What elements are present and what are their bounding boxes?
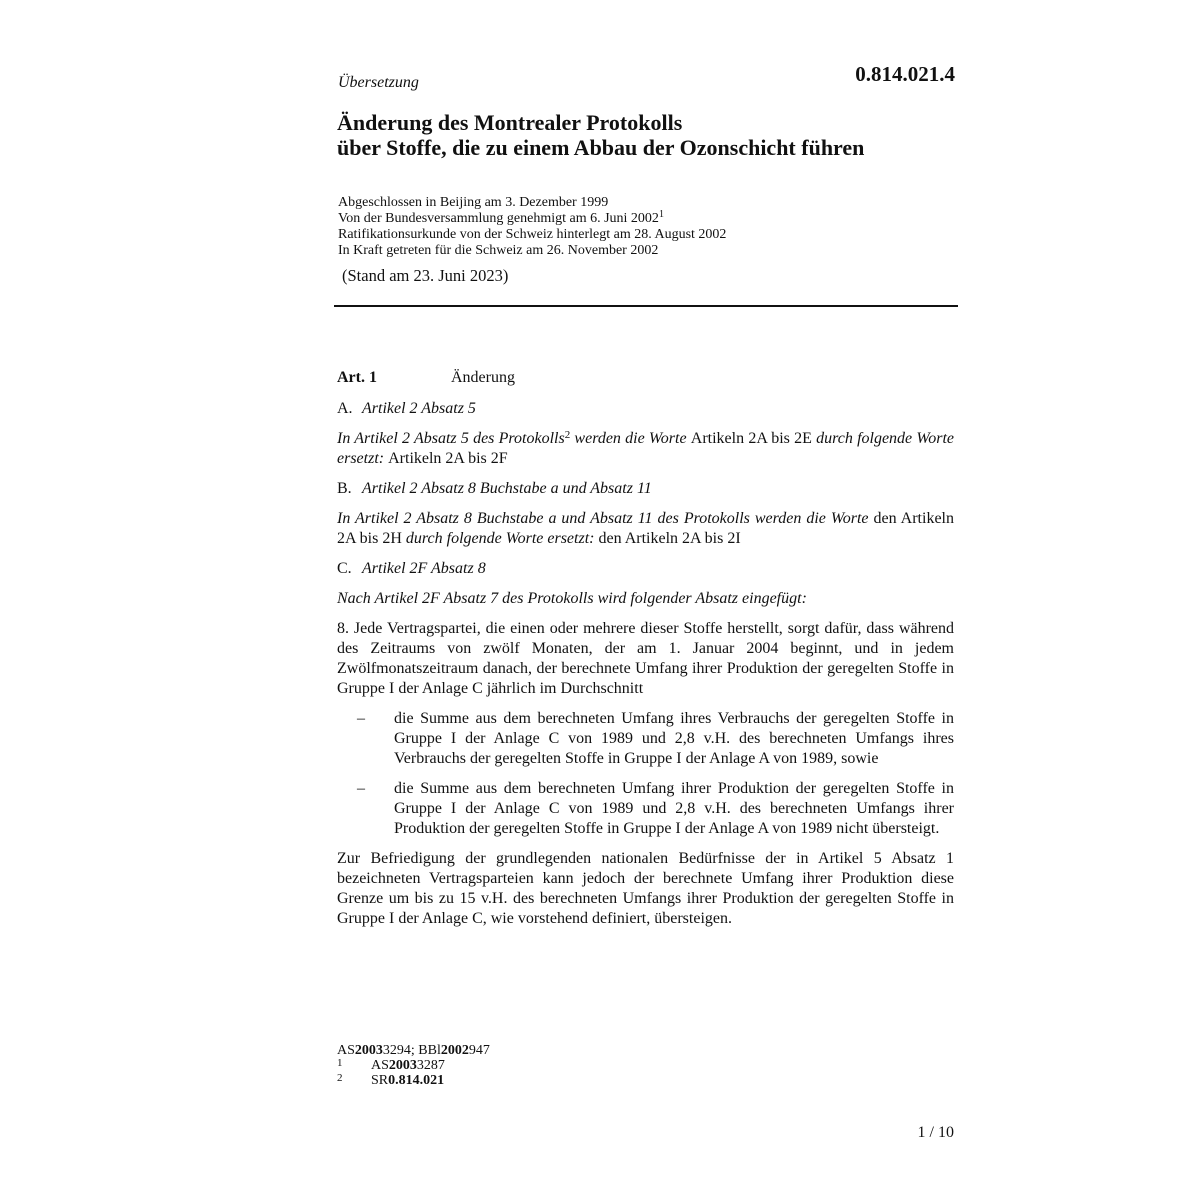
list-item-text: die Summe aus dem berechneten Umfang ihrer Produktion der geregelten Stoffe in Gruppe I der Anlage C von 1989 und 2,8 v.H. des berechneten Umfangs ihrer Produktion der geregelten Stoffe in Gruppe I der Anlage A von 1989 nicht übersteigt. (394, 780, 954, 837)
section-c-title: Artikel 2F Absatz 8 (362, 560, 486, 577)
footnote-1: 1 AS 2003 3287 (337, 1057, 445, 1073)
sr-number: 0.814.021.4 (855, 62, 955, 86)
article-title: Änderung (451, 369, 515, 386)
dash-bullet: – (357, 710, 365, 727)
meta-ratification: Ratifikationsurkunde von der Schweiz hinterlegt am 28. August 2002 (338, 227, 727, 242)
footnote-ref-2[interactable]: 2 (564, 429, 571, 441)
section-b-heading (337, 479, 954, 499)
title-line-2: über Stoffe, die zu einem Abbau der Ozonschicht führen (337, 135, 865, 160)
section-a-text: In Artikel 2 Absatz 5 des Protokolls$^2$ werden die Worte Artikeln 2A bis 2E durch folgende Worte ersetzt: Artikeln 2A bis 2F (337, 429, 955, 467)
section-a-heading (337, 399, 954, 419)
list-item-text: die Summe aus dem berechneten Umfang ihres Verbrauchs der geregelten Stoffe in Gruppe I der Anlage C von 1989 und 2,8 v.H. des berechneten Umfangs ihres Verbrauchs der geregelten Stoffe in Gruppe I der Anlage A von 1989, sowie (394, 710, 954, 767)
footnote-number: 2 (337, 1072, 343, 1084)
paragraph-8: 8. Jede Vertragspartei, die einen oder mehrere dieser Stoffe herstellt, sorgt dafür, dass während des Zeitraums von zwölf Monaten, der am 1. Januar 2004 beginnt, und in jedem Zwölfmonatszeitraum danach, der berechnete Umfang ihrer Produktion der geregelten Stoffe in Gruppe I der Anlage C jährlich im Durchschnitt (337, 620, 954, 697)
section-b-title: Artikel 2 Absatz 8 Buchstabe a und Absatz 11 (362, 480, 652, 497)
meta-approved: Von der Bundesversammlung genehmigt am 6. Juni 2002$^1$ (338, 209, 664, 226)
article-body (337, 368, 954, 939)
list-item (337, 779, 954, 839)
footnote-2: 2 SR 0.814.021 (337, 1072, 445, 1088)
document-title (337, 110, 864, 160)
list-item (337, 709, 954, 769)
closing-paragraph: Zur Befriedigung der grundlegenden nationalen Bedürfnisse der in Artikel 5 Absatz 1 bezeichneten Vertragsparteien kann jedoch der berechnete Umfang ihrer Produktion diese Grenze um bis zu 15 v.H. des berechneten Umfangs ihrer Produktion der geregelten Stoffe in Gruppe I der Anlage C, wie vorstehend definiert, übersteigen. (337, 850, 954, 927)
translation-label: Übersetzung (338, 74, 419, 91)
section-c-heading (337, 559, 954, 579)
section-a-title: Artikel 2 Absatz 5 (362, 400, 476, 417)
section-b-text: In Artikel 2 Absatz 8 Buchstabe a und Absatz 11 des Protokolls werden die Worte den Artikeln 2A bis 2H durch folgende Worte ersetzt: den Artikeln 2A bis 2I (337, 510, 954, 547)
header-divider (334, 305, 958, 307)
title-line-1: Änderung des Montrealer Protokolls (337, 110, 683, 135)
footnotes (337, 1043, 490, 1088)
stand-date: (Stand am 23. Juni 2023) (342, 266, 509, 285)
source-reference: AS 2003 3294; BBl 2002 947 (337, 1043, 490, 1058)
document-metadata (338, 195, 726, 259)
footnote-number: 1 (337, 1057, 343, 1069)
page-number: 1 / 10 (917, 1124, 954, 1141)
section-c-intro: Nach Artikel 2F Absatz 7 des Protokolls wird folgender Absatz eingefügt: (337, 590, 807, 607)
article-number: Art. 1 (337, 369, 377, 386)
section-c-letter: C. (337, 560, 352, 577)
meta-concluded: Abgeschlossen in Beijing am 3. Dezember 1999 (338, 195, 609, 210)
dash-bullet: – (357, 780, 365, 797)
section-b-letter: B. (337, 480, 352, 497)
article-heading (337, 368, 954, 388)
meta-in-force: In Kraft getreten für die Schweiz am 26. November 2002 (338, 243, 659, 258)
footnote-ref-1[interactable]: 1 (658, 209, 664, 220)
section-a-letter: A. (337, 400, 353, 417)
